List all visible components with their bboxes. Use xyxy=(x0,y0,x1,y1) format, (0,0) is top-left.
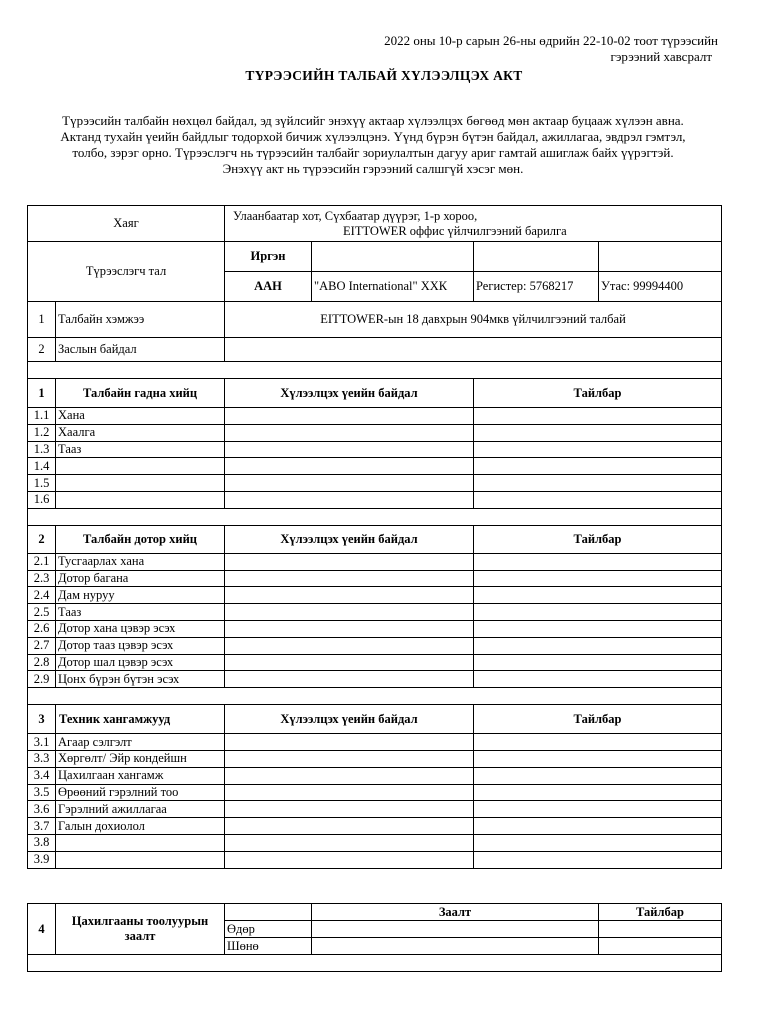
citizen-register-cell xyxy=(474,242,599,272)
day-reading-cell xyxy=(312,921,599,938)
item-label: Тааз xyxy=(56,441,225,458)
row-number: 1 xyxy=(28,302,56,338)
reading-header: Заалт xyxy=(312,904,599,921)
note-cell xyxy=(474,620,722,637)
note-header: Тайлбар xyxy=(474,525,722,553)
citizen-phone-cell xyxy=(599,242,722,272)
table-row xyxy=(28,851,722,868)
table-row xyxy=(28,637,722,654)
note-cell xyxy=(474,750,722,767)
intro-paragraph xyxy=(28,113,718,177)
table-row xyxy=(28,458,722,475)
finish-value xyxy=(225,338,722,362)
condition-cell xyxy=(225,491,474,508)
table-row xyxy=(28,408,722,425)
finish-label: Заслын байдал xyxy=(56,338,225,362)
night-reading-cell xyxy=(312,938,599,955)
spacer-row xyxy=(28,362,722,379)
table-row xyxy=(28,475,722,492)
document-title: ТҮРЭЭСИЙН ТАЛБАЙ ХҮЛЭЭЛЦЭХ АКТ xyxy=(245,68,523,83)
section2-header xyxy=(28,525,722,553)
section-number: 1 xyxy=(28,379,56,408)
area-size-label: Талбайн хэмжээ xyxy=(56,302,225,338)
appendix-ref-line1: 2022 оны 10-р сарын 26-ны өдрийн 22-10-02 тоот түрээсийн xyxy=(384,33,718,48)
company-register: Регистер: 5768217 xyxy=(474,272,599,302)
condition-cell xyxy=(225,834,474,851)
citizen-name-cell xyxy=(312,242,474,272)
table-row xyxy=(28,441,722,458)
intro-line: Актанд тухайн үеийн байдлыг тодорхой бичиж хүлээлцэнэ. Үүнд бүрэн бүтэн байдал, ажиллагаа, эвдрэл гэмтэл, xyxy=(60,129,686,144)
row-number: 1.2 xyxy=(28,424,56,441)
condition-cell xyxy=(225,424,474,441)
row-number: 3.7 xyxy=(28,818,56,835)
spacer-row xyxy=(28,508,722,525)
note-cell xyxy=(474,491,722,508)
condition-cell xyxy=(225,570,474,587)
table-row xyxy=(28,801,722,818)
row-number: 2.9 xyxy=(28,671,56,688)
item-label: Дотор хана цэвэр эсэх xyxy=(56,620,225,637)
condition-cell xyxy=(225,553,474,570)
address-line2: EITTOWER оффис үйлчилгээний барилга xyxy=(343,223,567,238)
table-row xyxy=(28,553,722,570)
condition-header: Хүлээлцэх үеийн байдал xyxy=(225,705,474,734)
section3-header xyxy=(28,705,722,734)
citizen-label: Иргэн xyxy=(225,242,312,272)
row-number: 3.9 xyxy=(28,851,56,868)
intro-line: Түрээсийн талбайн нөхцөл байдал, эд зүйлсийг энэхүү актаар хүлээлцэх бөгөөд мөн актаар буцааж хүлээн авна. xyxy=(62,113,684,128)
row-number: 1.5 xyxy=(28,475,56,492)
section-number: 4 xyxy=(28,904,56,955)
area-size-row xyxy=(28,302,722,338)
condition-cell xyxy=(225,620,474,637)
table-row xyxy=(28,734,722,751)
row-number: 3.5 xyxy=(28,784,56,801)
appendix-ref-line2: гэрээний хавсралт xyxy=(610,49,712,64)
table-row xyxy=(28,818,722,835)
note-cell xyxy=(474,441,722,458)
intro-line: толбо, зэрэг орно. Түрээслэгч нь түрээсийн талбайг зориулалтын дагуу ариг гамтай ашиглаж байх үүрэгтэй. xyxy=(72,145,674,160)
appendix-reference xyxy=(298,33,718,65)
tenant-citizen-row xyxy=(28,242,722,272)
note-cell xyxy=(474,604,722,621)
table-row xyxy=(28,767,722,784)
table-row xyxy=(28,750,722,767)
item-label: Хана xyxy=(56,408,225,425)
item-label: Дотор тааз цэвэр эсэх xyxy=(56,637,225,654)
table-row xyxy=(28,654,722,671)
item-label xyxy=(56,458,225,475)
address-value xyxy=(225,206,722,242)
company-name: "ABO International" ХХК xyxy=(312,272,474,302)
spacer-cell xyxy=(28,688,722,705)
spacer-row xyxy=(28,688,722,705)
row-number: 3.6 xyxy=(28,801,56,818)
item-label: Агаар сэлгэлт xyxy=(56,734,225,751)
day-note-cell xyxy=(599,921,722,938)
company-phone: Утас: 99994400 xyxy=(599,272,722,302)
condition-cell xyxy=(225,801,474,818)
condition-cell xyxy=(225,604,474,621)
note-cell xyxy=(474,851,722,868)
row-number: 2 xyxy=(28,338,56,362)
item-label: Хөргөлт/ Эйр кондейшн xyxy=(56,750,225,767)
spacer-cell xyxy=(28,508,722,525)
row-number: 1.3 xyxy=(28,441,56,458)
meter-label-header-cell xyxy=(225,904,312,921)
row-number: 2.5 xyxy=(28,604,56,621)
night-note-cell xyxy=(599,938,722,955)
handover-table xyxy=(27,205,722,869)
night-label: Шөнө xyxy=(225,938,312,955)
row-number: 3.1 xyxy=(28,734,56,751)
row-number: 3.4 xyxy=(28,767,56,784)
table-row xyxy=(28,671,722,688)
item-label xyxy=(56,851,225,868)
note-header: Тайлбар xyxy=(474,705,722,734)
condition-cell xyxy=(225,851,474,868)
table-row xyxy=(28,587,722,604)
condition-cell xyxy=(225,671,474,688)
item-label: Галын дохиолол xyxy=(56,818,225,835)
note-cell xyxy=(474,570,722,587)
note-cell xyxy=(474,637,722,654)
table-row xyxy=(28,784,722,801)
row-number: 2.8 xyxy=(28,654,56,671)
note-cell xyxy=(474,553,722,570)
row-number: 2.3 xyxy=(28,570,56,587)
note-cell xyxy=(474,587,722,604)
row-number: 3.3 xyxy=(28,750,56,767)
day-label: Өдөр xyxy=(225,921,312,938)
row-number: 2.1 xyxy=(28,553,56,570)
table-row xyxy=(28,570,722,587)
condition-cell xyxy=(225,750,474,767)
intro-line: Энэхүү акт нь түрээсийн гэрээний салшгүй хэсэг мөн. xyxy=(222,161,524,176)
section-number: 3 xyxy=(28,705,56,734)
tenant-label: Түрээслэгч тал xyxy=(28,242,225,302)
section-title: Цахилгааны тоолуурын заалт xyxy=(56,904,225,955)
section1-header xyxy=(28,379,722,408)
table-row xyxy=(28,620,722,637)
item-label: Өрөөний гэрэлний тоо xyxy=(56,784,225,801)
row-number: 1.1 xyxy=(28,408,56,425)
condition-cell xyxy=(225,587,474,604)
note-cell xyxy=(474,654,722,671)
item-label xyxy=(56,491,225,508)
meter-reading-table xyxy=(27,903,722,972)
item-label: Тааз xyxy=(56,604,225,621)
condition-cell xyxy=(225,767,474,784)
condition-cell xyxy=(225,458,474,475)
row-number: 3.8 xyxy=(28,834,56,851)
note-cell xyxy=(474,784,722,801)
finish-row xyxy=(28,338,722,362)
item-label: Дам нуруу xyxy=(56,587,225,604)
condition-cell xyxy=(225,475,474,492)
row-number: 1.4 xyxy=(28,458,56,475)
item-label: Дотор шал цэвэр эсэх xyxy=(56,654,225,671)
condition-cell xyxy=(225,734,474,751)
section-title: Талбайн дотор хийц xyxy=(56,525,225,553)
condition-cell xyxy=(225,637,474,654)
note-cell xyxy=(474,734,722,751)
condition-cell xyxy=(225,408,474,425)
condition-header: Хүлээлцэх үеийн байдал xyxy=(225,525,474,553)
table-row xyxy=(28,604,722,621)
section-title: Техник хангамжууд xyxy=(56,705,225,734)
meter-note-header: Тайлбар xyxy=(599,904,722,921)
table-row xyxy=(28,834,722,851)
item-label: Цонх бүрэн бүтэн эсэх xyxy=(56,671,225,688)
note-header: Тайлбар xyxy=(474,379,722,408)
meter-footer-row xyxy=(28,955,722,972)
item-label: Тусгаарлах хана xyxy=(56,553,225,570)
meter-header-row xyxy=(28,904,722,921)
spacer-cell xyxy=(28,362,722,379)
condition-cell xyxy=(225,654,474,671)
item-label xyxy=(56,475,225,492)
address-row xyxy=(28,206,722,242)
note-cell xyxy=(474,834,722,851)
row-number: 1.6 xyxy=(28,491,56,508)
item-label: Дотор багана xyxy=(56,570,225,587)
note-cell xyxy=(474,408,722,425)
row-number: 2.4 xyxy=(28,587,56,604)
row-number: 2.7 xyxy=(28,637,56,654)
condition-header: Хүлээлцэх үеийн байдал xyxy=(225,379,474,408)
row-number: 2.6 xyxy=(28,620,56,637)
item-label: Хаалга xyxy=(56,424,225,441)
note-cell xyxy=(474,801,722,818)
table-row xyxy=(28,491,722,508)
item-label: Гэрэлний ажиллагаа xyxy=(56,801,225,818)
entity-label: ААН xyxy=(225,272,312,302)
item-label xyxy=(56,834,225,851)
condition-cell xyxy=(225,818,474,835)
area-size-value: EITTOWER-ын 18 давхрын 904мкв үйлчилгээний талбай xyxy=(225,302,722,338)
table-row xyxy=(28,424,722,441)
note-cell xyxy=(474,818,722,835)
section-title: Талбайн гадна хийц xyxy=(56,379,225,408)
footer-cell xyxy=(28,955,722,972)
note-cell xyxy=(474,424,722,441)
note-cell xyxy=(474,671,722,688)
condition-cell xyxy=(225,784,474,801)
note-cell xyxy=(474,458,722,475)
note-cell xyxy=(474,475,722,492)
note-cell xyxy=(474,767,722,784)
section-number: 2 xyxy=(28,525,56,553)
address-line1: Улаанбаатар хот, Сүхбаатар дүүрэг, 1-р хороо, xyxy=(233,208,478,223)
item-label: Цахилгаан хангамж xyxy=(56,767,225,784)
address-label: Хаяг xyxy=(28,206,225,242)
condition-cell xyxy=(225,441,474,458)
